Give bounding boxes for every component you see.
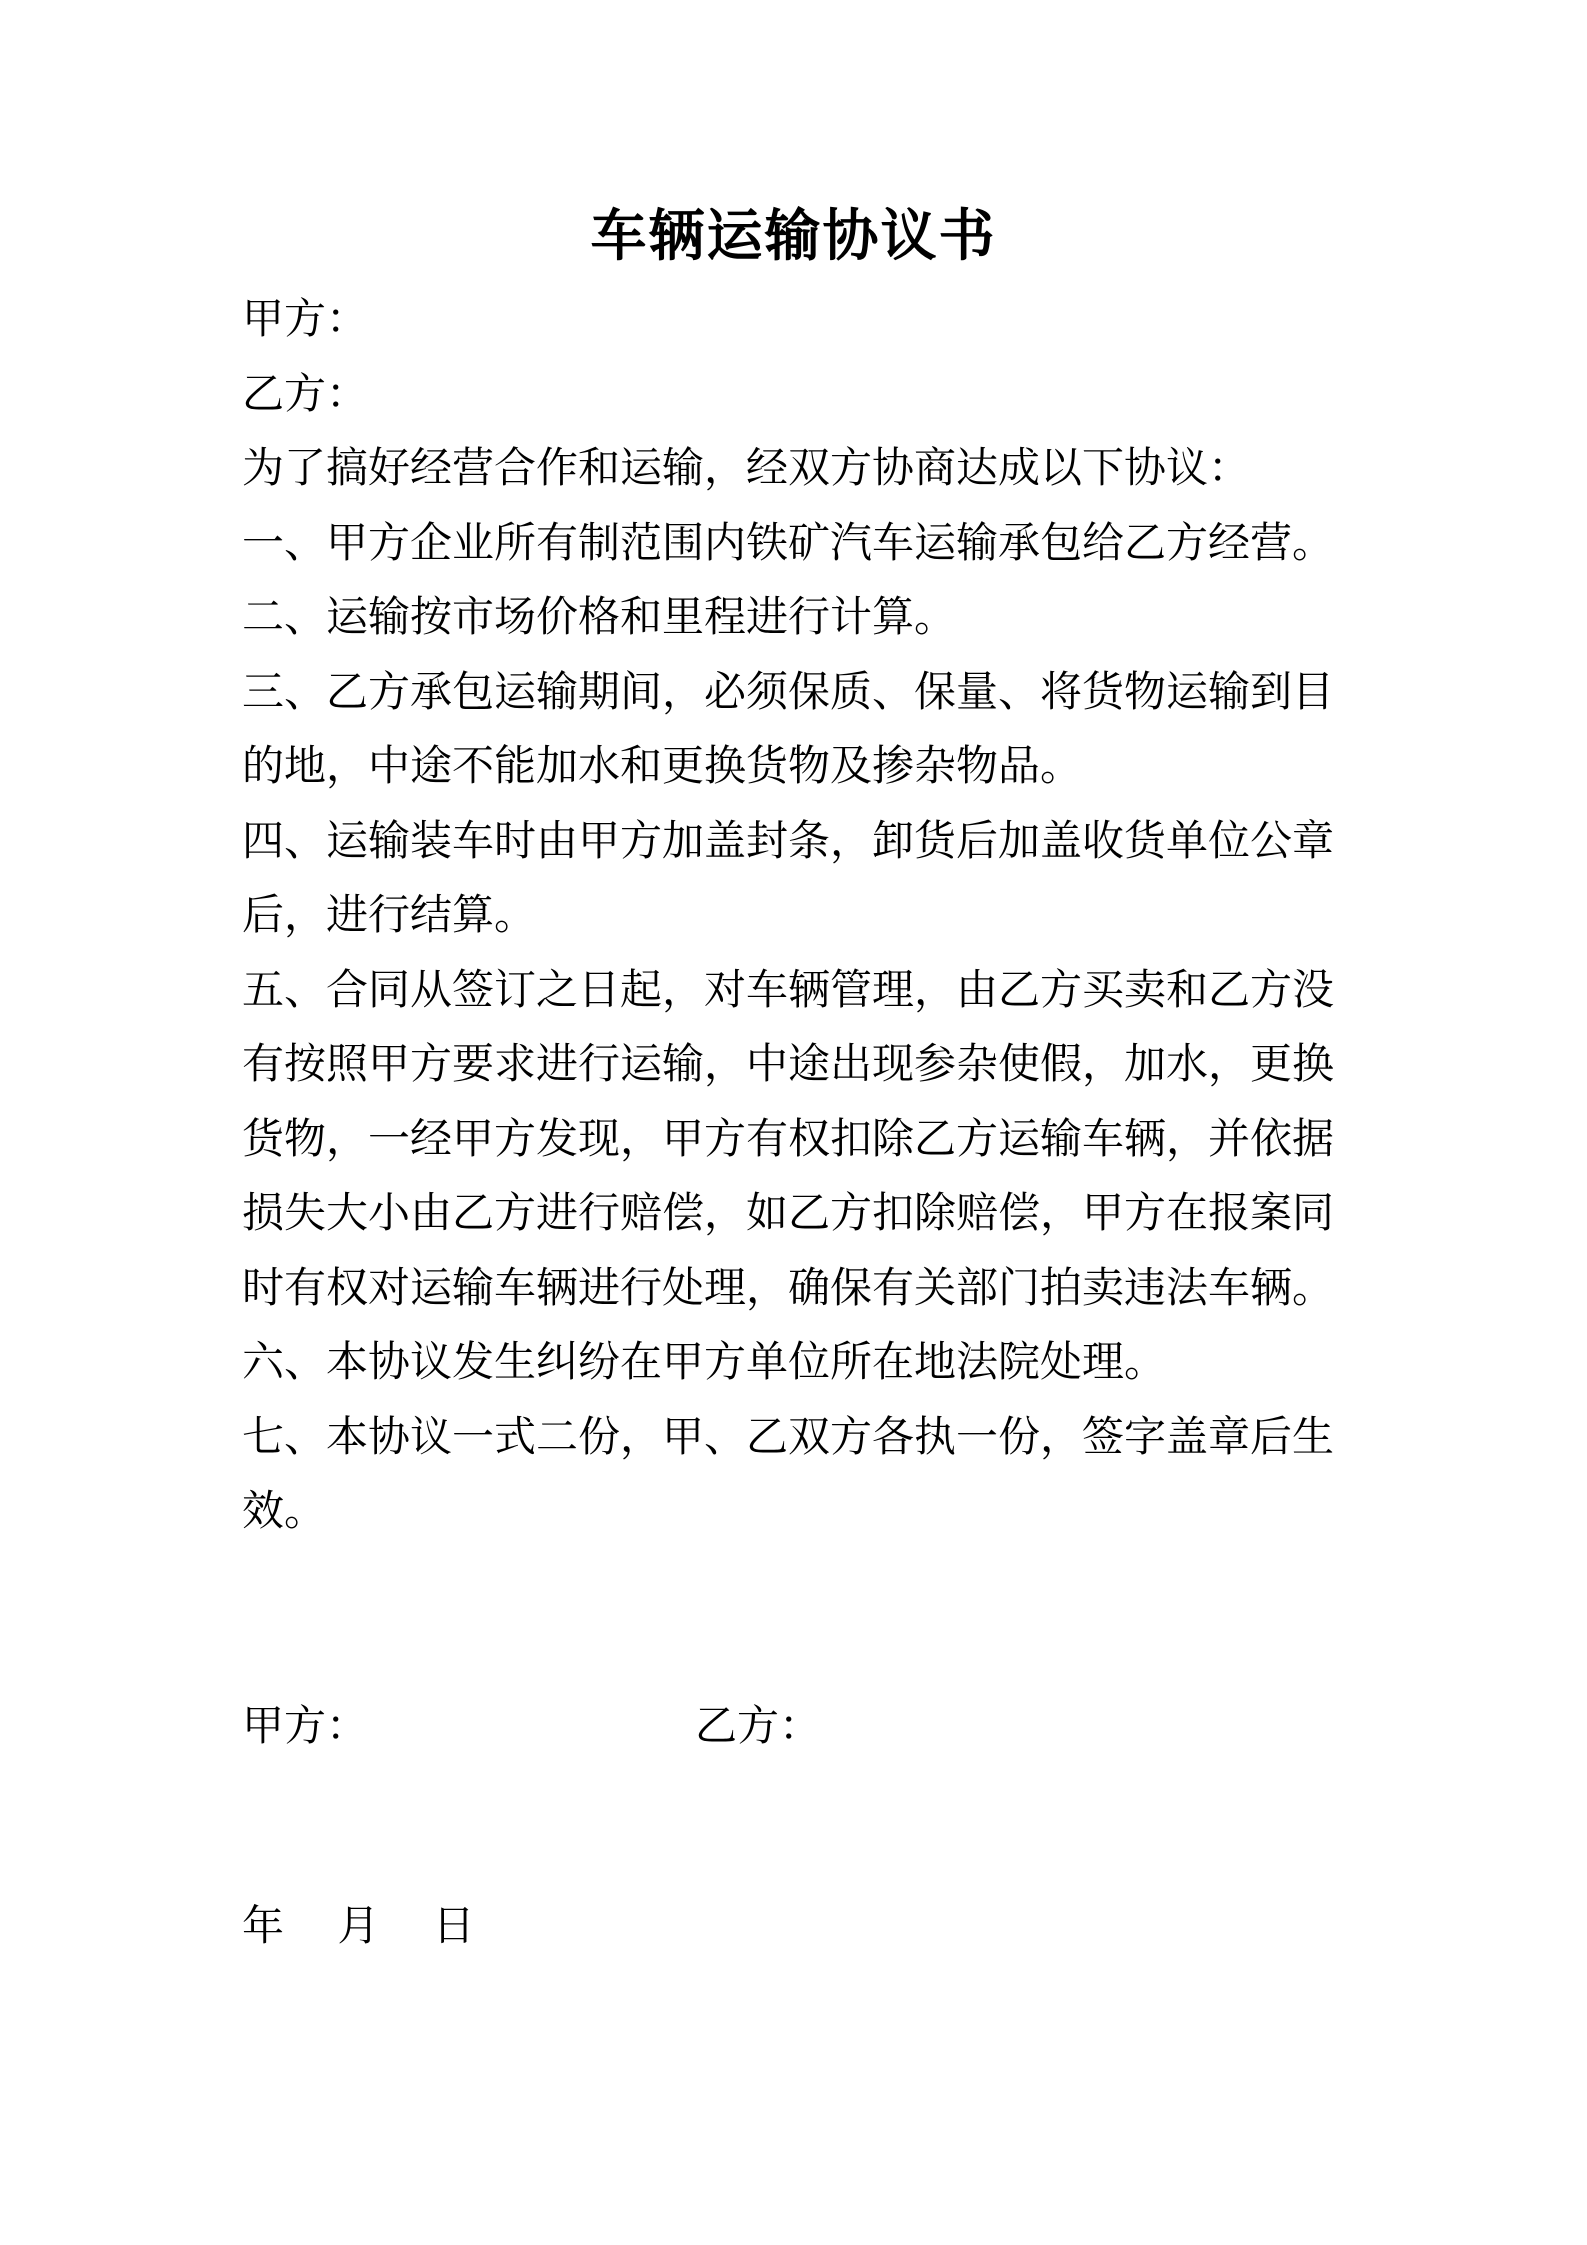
clause-line: 后，进行结算。 xyxy=(242,890,537,939)
agreement-body xyxy=(242,282,1357,1549)
document-title: 车辆运输协议书 xyxy=(590,203,997,269)
signature-party-b: 乙方： xyxy=(695,1701,822,1750)
preamble-line: 为了搞好经营合作和运输，经双方协商达成以下协议： xyxy=(242,443,1251,492)
clause-line: 一、甲方企业所有制范围内铁矿汽车运输承包给乙方经营。 xyxy=(242,517,1335,567)
signature-party-a: 甲方： xyxy=(242,1701,369,1750)
clause-line: 的地，中途不能加水和更换货物及掺杂物品。 xyxy=(242,741,1083,790)
party-b-line: 乙方： xyxy=(242,368,369,418)
clause-line: 货物，一经甲方发现，甲方有权扣除乙方运输车辆，并依据 xyxy=(242,1113,1335,1163)
clause-line: 三、乙方承包运输期间，必须保质、保量、将货物运输到目 xyxy=(242,666,1335,716)
clause-line: 七、本协议一式二份，甲、乙双方各执一份，签字盖章后生 xyxy=(242,1411,1335,1461)
signing-date: 年 月 日 xyxy=(242,1901,475,1950)
clause-line: 二、运输按市场价格和里程进行计算。 xyxy=(242,592,957,641)
clause-line: 五、合同从签订之日起，对车辆管理，由乙方买卖和乙方没 xyxy=(242,964,1335,1014)
clause-line: 四、运输装车时由甲方加盖封条，卸货后加盖收货单位公章 xyxy=(242,815,1335,865)
clause-line: 时有权对运输车辆进行处理，确保有关部门拍卖违法车辆。 xyxy=(242,1262,1335,1312)
clause-line: 效。 xyxy=(242,1486,327,1535)
clause-line: 有按照甲方要求进行运输，中途出现参杂使假，加水，更换 xyxy=(242,1039,1335,1088)
party-a-line: 甲方： xyxy=(242,294,369,343)
clause-line: 损失大小由乙方进行赔偿，如乙方扣除赔偿，甲方在报案同 xyxy=(242,1188,1335,1237)
clause-line: 六、本协议发生纠纷在甲方单位所在地法院处理。 xyxy=(242,1337,1167,1386)
